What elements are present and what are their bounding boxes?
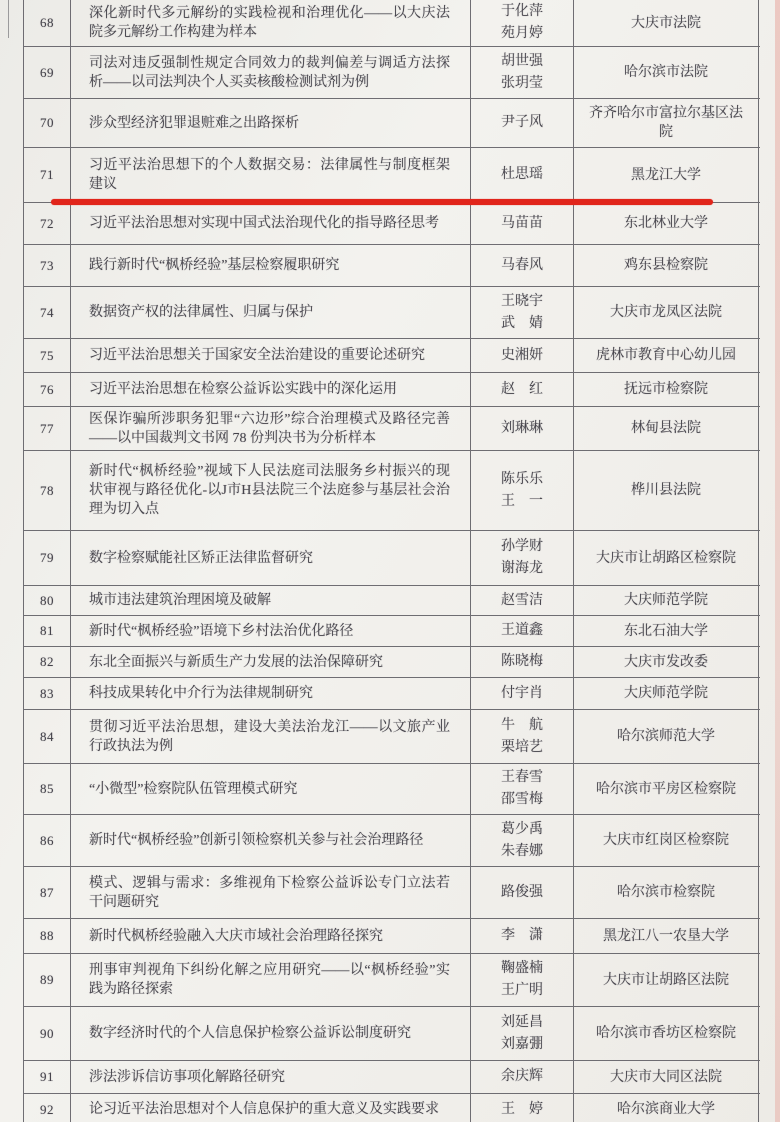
authors-cell <box>471 1007 574 1060</box>
table-row <box>24 148 760 203</box>
author-name: 路俊强 <box>501 884 543 900</box>
authors-cell <box>471 764 574 814</box>
institution-cell: 大庆师范学院 <box>574 678 759 709</box>
table-row <box>24 0 760 47</box>
author-name: 牛 航 <box>501 717 543 733</box>
institution-cell: 大庆市大同区法院 <box>574 1061 759 1093</box>
row-number-cell: 92 <box>24 1094 71 1122</box>
row-number-cell: 76 <box>24 373 71 406</box>
author-name: 史湘妍 <box>501 347 543 363</box>
paper-title-cell: 数字检察赋能社区矫正法律监督研究 <box>71 531 471 585</box>
authors-cell <box>471 815 574 866</box>
authors-cell <box>471 586 574 615</box>
author-name: 刘琳琳 <box>501 420 543 436</box>
author-name: 余庆辉 <box>501 1069 543 1084</box>
row-number-cell: 74 <box>24 287 71 338</box>
table-row <box>24 678 760 710</box>
authors-cell <box>471 339 574 372</box>
table-row <box>24 373 760 407</box>
institution-cell: 鸡东县检察院 <box>574 245 759 286</box>
row-number-cell: 90 <box>24 1007 71 1060</box>
authors-cell <box>471 1094 574 1122</box>
institution-cell: 哈尔滨市检察院 <box>574 867 759 918</box>
author-name: 于化萍 <box>501 4 543 19</box>
red-underline-annotation <box>51 199 713 205</box>
authors-cell <box>471 148 574 202</box>
row-number-cell: 82 <box>24 647 71 677</box>
right-edge-red-mark <box>775 0 780 1122</box>
row-number-cell: 75 <box>24 339 71 372</box>
paper-title-cell: 新时代“枫桥经验”创新引领检察机关参与社会治理路径 <box>71 815 471 866</box>
institution-cell: 哈尔滨师范大学 <box>574 710 759 763</box>
author-name: 刘嘉弸 <box>501 1036 543 1052</box>
authors-cell <box>471 245 574 286</box>
row-number-cell: 85 <box>24 764 71 814</box>
paper-title-cell: “小微型”检察院队伍管理模式研究 <box>71 764 471 814</box>
institution-cell: 大庆市发改委 <box>574 647 759 677</box>
institution-cell: 黑龙江大学 <box>574 148 759 202</box>
author-name: 付宇肖 <box>501 685 543 701</box>
page-edge-artifact <box>8 0 9 38</box>
table-row <box>24 407 760 451</box>
row-number-cell: 71 <box>24 148 71 202</box>
paper-title-cell: 践行新时代“枫桥经验”基层检察履职研究 <box>71 245 471 286</box>
row-number-cell: 77 <box>24 407 71 450</box>
author-name: 赵雪洁 <box>501 592 543 608</box>
table-row <box>24 531 760 586</box>
author-name: 孙学财 <box>501 539 543 554</box>
institution-cell: 东北石油大学 <box>574 616 759 646</box>
table-row <box>24 616 760 647</box>
institution-cell: 大庆市法院 <box>574 0 759 46</box>
author-name: 葛少禹 <box>501 821 543 837</box>
paper-title-cell: 数字经济时代的个人信息保护检察公益诉讼制度研究 <box>71 1007 471 1060</box>
institution-cell: 虎林市教育中心幼儿园 <box>574 339 759 372</box>
paper-title-cell: 习近平法治思想关于国家安全法治建设的重要论述研究 <box>71 339 471 372</box>
paper-title-cell: 新时代“枫桥经验”视域下人民法庭司法服务乡村振兴的现状审视与路径优化-以J市H县法院三个法庭参与基层社会治理为切入点 <box>71 451 471 530</box>
paper-title-cell: 贯彻习近平法治思想，建设大美法治龙江——以文旅产业行政执法为例 <box>71 710 471 763</box>
author-name: 王 一 <box>501 493 543 509</box>
author-name: 马苗苗 <box>501 215 543 231</box>
row-number-cell: 83 <box>24 678 71 709</box>
paper-title-cell: 模式、逻辑与需求：多维视角下检察公益诉讼专门立法若干问题研究 <box>71 867 471 918</box>
authors-cell <box>471 678 574 709</box>
table-row <box>24 954 760 1007</box>
author-name: 马春风 <box>501 257 543 273</box>
paper-title-cell: 论习近平法治思想对个人信息保护的重大意义及实践要求 <box>71 1094 471 1122</box>
paper-title-cell: 习近平法治思想在检察公益诉讼实践中的深化运用 <box>71 373 471 406</box>
table-row <box>24 451 760 531</box>
table-row <box>24 203 760 245</box>
paper-title-cell: 医保诈骗所涉职务犯罪“六边形”综合治理模式及路径完善——以中国裁判文书网 78 份判决书为分析样本 <box>71 407 471 450</box>
author-name: 王广明 <box>501 983 543 998</box>
author-name: 赵 红 <box>501 381 543 397</box>
institution-cell: 哈尔滨市香坊区检察院 <box>574 1007 759 1060</box>
table-row <box>24 815 760 867</box>
paper-title-cell: 深化新时代多元解纷的实践检视和治理优化——以大庆法院多元解纷工作构建为样本 <box>71 0 471 46</box>
authors-cell <box>471 867 574 918</box>
table-row <box>24 1007 760 1061</box>
authors-cell <box>471 0 574 46</box>
paper-title-cell: 东北全面振兴与新质生产力发展的法治保障研究 <box>71 647 471 677</box>
table-row <box>24 919 760 954</box>
table-row <box>24 1094 760 1122</box>
paper-title-cell: 新时代枫桥经验融入大庆市域社会治理路径探究 <box>71 919 471 953</box>
paper-title-cell: 新时代“枫桥经验”语境下乡村法治优化路径 <box>71 616 471 646</box>
author-name: 王春雪 <box>501 770 543 785</box>
institution-cell: 黑龙江八一农垦大学 <box>574 919 759 953</box>
authors-cell <box>471 531 574 585</box>
author-name: 陈晓梅 <box>501 654 543 669</box>
institution-cell: 桦川县法院 <box>574 451 759 530</box>
row-number-cell: 89 <box>24 954 71 1006</box>
author-name: 胡世强 <box>501 53 543 69</box>
institution-cell: 大庆市龙凤区法院 <box>574 287 759 338</box>
table-row <box>24 47 760 99</box>
paper-title-cell: 涉众型经济犯罪退赃难之出路探析 <box>71 99 471 147</box>
author-name: 张玥莹 <box>501 75 543 91</box>
row-number-cell: 81 <box>24 616 71 646</box>
row-number-cell: 88 <box>24 919 71 953</box>
authors-cell <box>471 710 574 763</box>
author-name: 鞠盛楠 <box>501 961 543 976</box>
authors-cell <box>471 1061 574 1093</box>
table-row <box>24 710 760 764</box>
row-number-cell: 73 <box>24 245 71 286</box>
author-name: 王 婷 <box>501 1101 543 1117</box>
authors-cell <box>471 99 574 147</box>
author-name: 李 潇 <box>501 928 543 943</box>
row-number-cell: 91 <box>24 1061 71 1093</box>
author-name: 尹子风 <box>501 115 543 130</box>
author-name: 杜思瑶 <box>501 167 543 182</box>
institution-cell: 大庆市让胡路区法院 <box>574 954 759 1006</box>
author-name: 刘延昌 <box>501 1014 543 1030</box>
author-name: 陈乐乐 <box>501 471 543 487</box>
author-name: 武 婧 <box>501 315 543 331</box>
row-number-cell: 87 <box>24 867 71 918</box>
institution-cell: 抚远市检察院 <box>574 373 759 406</box>
author-name: 王道鑫 <box>501 623 543 638</box>
institution-cell: 林甸县法院 <box>574 407 759 450</box>
institution-cell: 哈尔滨市法院 <box>574 47 759 98</box>
authors-cell <box>471 451 574 530</box>
authors-cell <box>471 647 574 677</box>
table-row <box>24 339 760 373</box>
paper-title-cell: 科技成果转化中介行为法律规制研究 <box>71 678 471 709</box>
authors-cell <box>471 47 574 98</box>
authors-cell <box>471 919 574 953</box>
institution-cell: 哈尔滨商业大学 <box>574 1094 759 1122</box>
authors-cell <box>471 287 574 338</box>
paper-title-cell: 涉法涉诉信访事项化解路径研究 <box>71 1061 471 1093</box>
table-row <box>24 245 760 287</box>
row-number-cell: 80 <box>24 586 71 615</box>
institution-cell: 齐齐哈尔市富拉尔基区法院 <box>574 99 759 147</box>
author-name: 苑月婷 <box>501 26 543 41</box>
author-name: 朱春娜 <box>501 843 543 859</box>
table-row <box>24 99 760 148</box>
institution-cell: 大庆师范学院 <box>574 586 759 615</box>
author-name: 王晓宇 <box>501 293 543 309</box>
paper-title-cell: 习近平法治思想对实现中国式法治现代化的指导路径思考 <box>71 203 471 244</box>
authors-cell <box>471 616 574 646</box>
row-number-cell: 68 <box>24 0 71 46</box>
row-number-cell: 86 <box>24 815 71 866</box>
author-name: 谢海龙 <box>501 561 543 576</box>
table-row <box>24 867 760 919</box>
authors-cell <box>471 203 574 244</box>
table-row <box>24 764 760 815</box>
row-number-cell: 72 <box>24 203 71 244</box>
paper-title-cell: 司法对违反强制性规定合同效力的裁判偏差与调适方法探析——以司法判决个人买卖核酸检测试剂为例 <box>71 47 471 98</box>
authors-cell <box>471 954 574 1006</box>
paper-title-cell: 习近平法治思想下的个人数据交易：法律属性与制度框架建议 <box>71 148 471 202</box>
author-name: 栗培艺 <box>501 739 543 755</box>
institution-cell: 哈尔滨市平房区检察院 <box>574 764 759 814</box>
row-number-cell: 70 <box>24 99 71 147</box>
paper-title-cell: 数据资产权的法律属性、归属与保护 <box>71 287 471 338</box>
table-row <box>24 287 760 339</box>
row-number-cell: 79 <box>24 531 71 585</box>
table-row <box>24 586 760 616</box>
row-number-cell: 69 <box>24 47 71 98</box>
table-row <box>24 647 760 678</box>
institution-cell: 大庆市红岗区检察院 <box>574 815 759 866</box>
row-number-cell: 78 <box>24 451 71 530</box>
row-number-cell: 84 <box>24 710 71 763</box>
institution-cell: 东北林业大学 <box>574 203 759 244</box>
paper-title-cell: 刑事审判视角下纠纷化解之应用研究——以“枫桥经验”实践为路径探索 <box>71 954 471 1006</box>
authors-cell <box>471 373 574 406</box>
authors-cell <box>471 407 574 450</box>
institution-cell: 大庆市让胡路区检察院 <box>574 531 759 585</box>
table-row <box>24 1061 760 1094</box>
author-name: 邵雪梅 <box>501 792 543 807</box>
paper-title-cell: 城市违法建筑治理困境及破解 <box>71 586 471 615</box>
entries-table <box>23 0 760 1122</box>
